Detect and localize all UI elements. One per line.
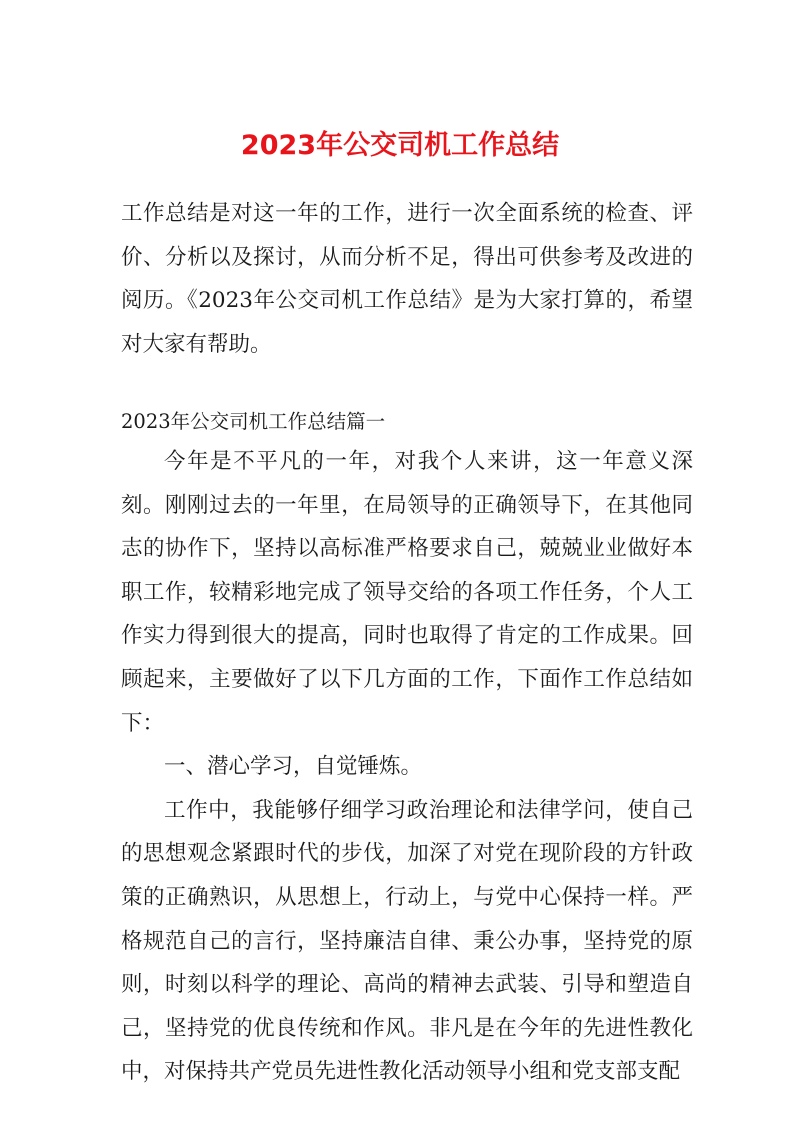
intro-block <box>121 192 693 366</box>
body-paragraph: 今年是不平凡的一年，对我个人来讲，这一年意义深刻。刚刚过去的一年里，在局领导的正确领导下，在其他同志的协作下，坚持以高标准严格要求自己，兢兢业业做好本职工作，较精彩地完成了领导交给的各项工作任务，个人工作实力得到很大的提高，同时也取得了肯定的工作成果。回顾起来，主要做好了以下几方面的工作，下面作工作总结如下： <box>121 449 693 736</box>
section-block <box>121 404 693 1094</box>
subheading-paragraph: 一、潜心学习，自觉锤炼。 <box>164 754 423 780</box>
intro-paragraph: 工作总结是对这一年的工作，进行一次全面系统的检查、评价、分析以及探讨，从而分析不足，得出可供参考及改进的阅历。《2023年公交司机工作总结》是为大家打算的，希望对大家有帮助。 <box>121 201 693 357</box>
body-paragraph: 工作中，我能够仔细学习政治理论和法律学问，使自己的思想观念紧跟时代的步伐，加深了对党在现阶段的方针政策的正确熟识，从思想上，行动上，与党中心保持一样。严格规范自己的言行，坚持廉洁自律、秉公办事，坚持党的原则，时刻以科学的理论、高尚的精神去武装、引导和塑造自己，坚持党的优良传统和作风。非凡是在今年的先进性教化中，对保持共产党员先进性教化活动领导小组和党支部支配 <box>121 797 693 1085</box>
section-heading: 2023年公交司机工作总结篇一 <box>121 410 386 433</box>
document-title: 2023年公交司机工作总结 <box>240 130 560 161</box>
